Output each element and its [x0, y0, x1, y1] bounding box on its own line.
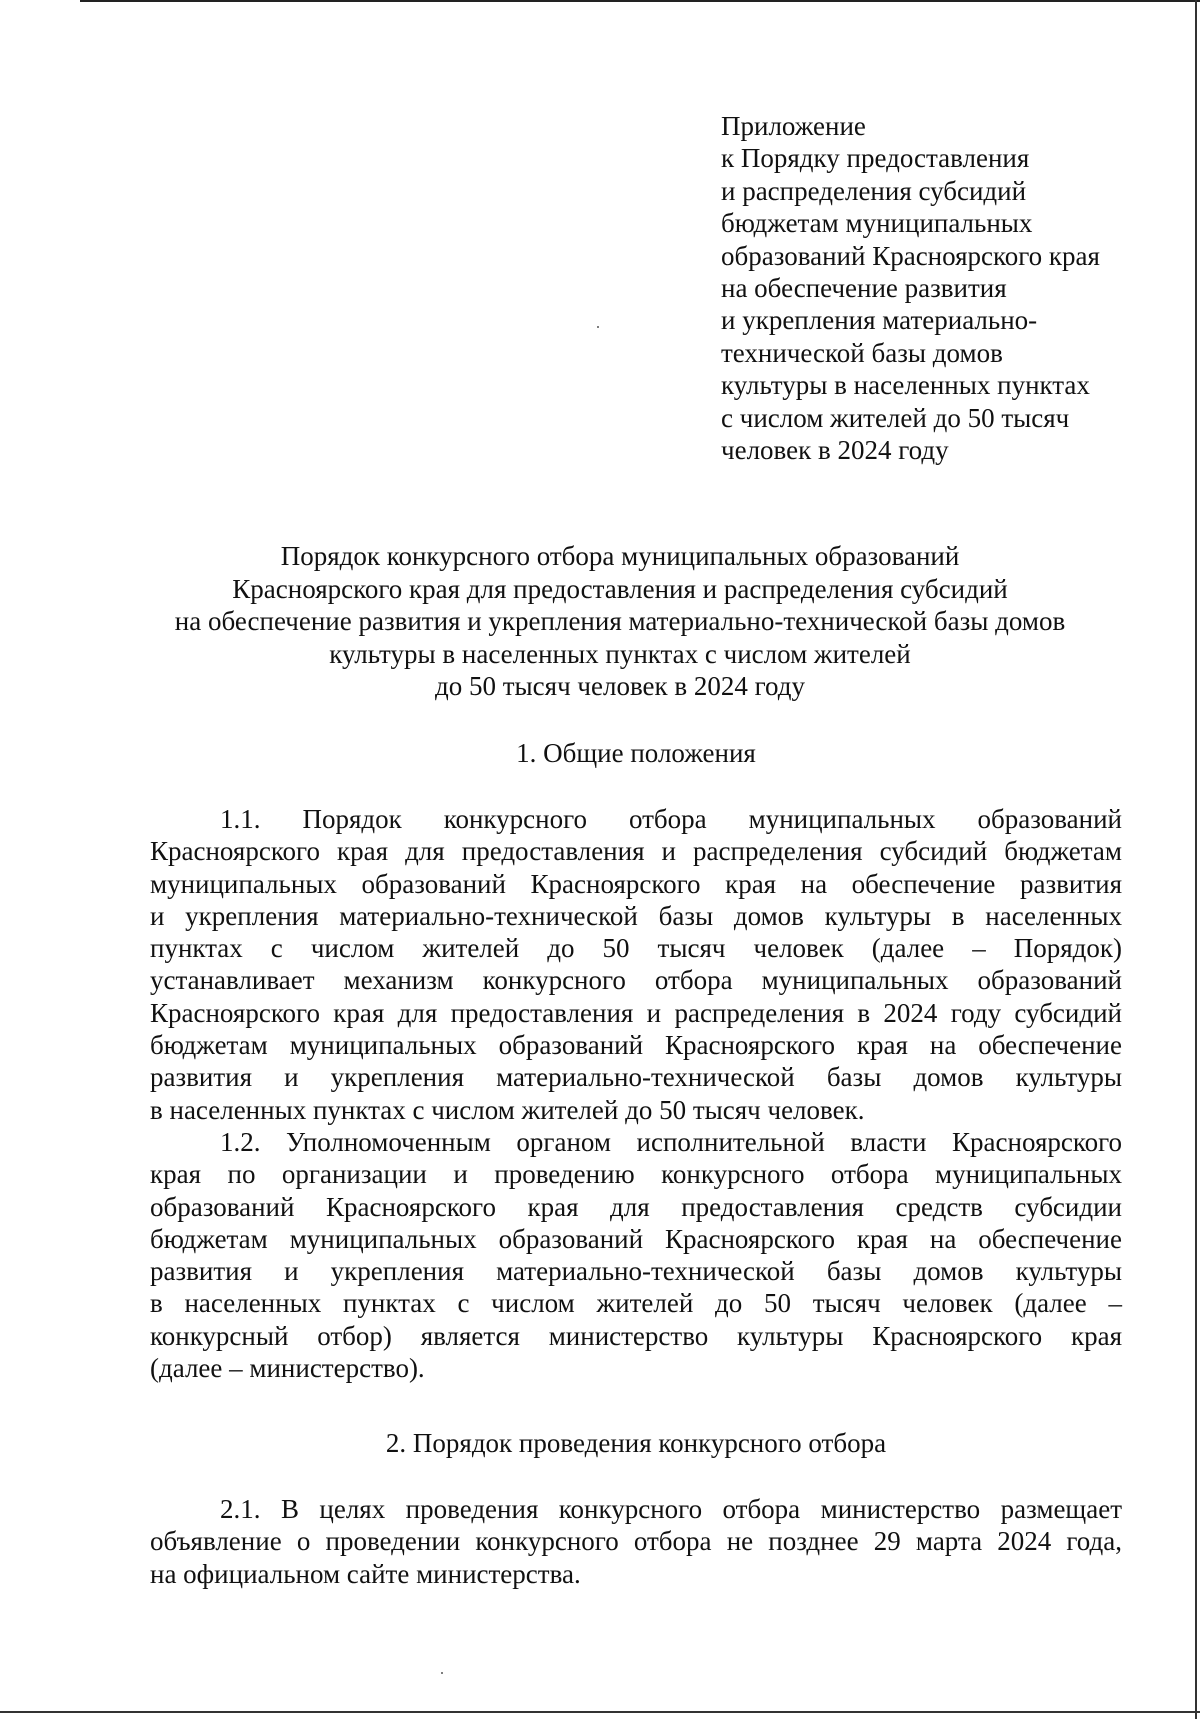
title-line: на обеспечение развития и укрепления материально-технической базы домов	[174, 606, 1066, 636]
appendix-note	[721, 110, 1161, 466]
paragraph-line: края по организации и проведению конкурсного отбора муниципальных	[150, 1159, 1122, 1190]
appendix-line: технической базы домов	[721, 337, 1003, 368]
appendix-line: образований Красноярского края	[721, 240, 1100, 271]
paragraph-line: Красноярского края для предоставления и распределения в 2024 году субсидий	[150, 997, 1122, 1028]
paragraph-line: развития и укрепления материально-технической базы домов культуры	[150, 1256, 1122, 1287]
appendix-line: с числом жителей до 50 тысяч	[721, 402, 1070, 433]
title-line: до 50 тысяч человек в 2024 году	[435, 671, 805, 701]
section-heading-general: 1. Общие положения	[516, 738, 756, 768]
paragraph-line: (далее – министерство).	[150, 1353, 425, 1384]
title-line: Красноярского края для предоставления и распределения субсидий	[232, 573, 1008, 604]
paragraph-line: бюджетам муниципальных образований Красноярского края на обеспечение	[150, 1030, 1122, 1061]
title-line: культуры в населенных пунктах с числом жителей	[329, 638, 911, 669]
section-2-body	[150, 1493, 1122, 1590]
paragraph-line: на официальном сайте министерства.	[150, 1558, 581, 1589]
paragraph-line: 1.2. Уполномоченным органом исполнительной власти Красноярского	[220, 1126, 1122, 1157]
section-heading-procedure: 2. Порядок проведения конкурсного отбора	[385, 1428, 887, 1458]
scan-edge-top	[80, 0, 1200, 2]
paragraph-line: в населенных пунктах с числом жителей до 50 тысяч человек.	[150, 1094, 865, 1125]
paragraph-line: пунктах с числом жителей до 50 тысяч человек (далее – Порядок)	[150, 933, 1122, 964]
appendix-line: культуры в населенных пунктах	[721, 370, 1090, 401]
paragraph-line: 2.1. В целях проведения конкурсного отбора министерство размещает	[220, 1494, 1122, 1524]
appendix-line: Приложение	[721, 111, 866, 141]
document-title	[140, 540, 1100, 703]
paragraph-line: Красноярского края для предоставления и распределения субсидий бюджетам	[150, 836, 1122, 867]
appendix-line: к Порядку предоставления	[721, 143, 1030, 174]
paragraph-line: в населенных пунктах с числом жителей до 50 тысяч человек (далее –	[150, 1288, 1122, 1319]
title-line: Порядок конкурсного отбора муниципальных образований	[280, 541, 960, 571]
paragraph-line: муниципальных образований Красноярского края на обеспечение развития	[150, 868, 1122, 899]
scan-edge-bottom	[0, 1711, 1200, 1713]
paragraph-line: образований Красноярского края для предоставления средств субсидии	[150, 1191, 1122, 1222]
appendix-line: и укрепления материально-	[721, 305, 1038, 336]
paragraph-line: 1.1. Порядок конкурсного отбора муниципальных образований	[220, 804, 1122, 834]
paragraph-line: устанавливает механизм конкурсного отбора муниципальных образований	[150, 965, 1122, 996]
scan-speck	[441, 1672, 443, 1674]
appendix-line: человек в 2024 году	[721, 435, 949, 466]
section-1-body	[150, 803, 1122, 1384]
paragraph-line: бюджетам муниципальных образований Красноярского края на обеспечение	[150, 1223, 1122, 1254]
scan-speck	[597, 326, 599, 328]
paragraph-line: конкурсный отбор) является министерство культуры Красноярского края	[150, 1320, 1122, 1351]
scan-edge-right	[1195, 0, 1197, 1719]
paragraph-line: развития и укрепления материально-технической базы домов культуры	[150, 1062, 1122, 1093]
paragraph-line: объявление о проведении конкурсного отбора не позднее 29 марта 2024 года,	[150, 1526, 1122, 1557]
appendix-line: бюджетам муниципальных	[721, 208, 1033, 239]
paragraph-line: и укрепления материально-технической базы домов культуры в населенных	[150, 900, 1122, 931]
appendix-line: и распределения субсидий	[721, 175, 1027, 206]
appendix-line: на обеспечение развития	[721, 273, 1007, 304]
